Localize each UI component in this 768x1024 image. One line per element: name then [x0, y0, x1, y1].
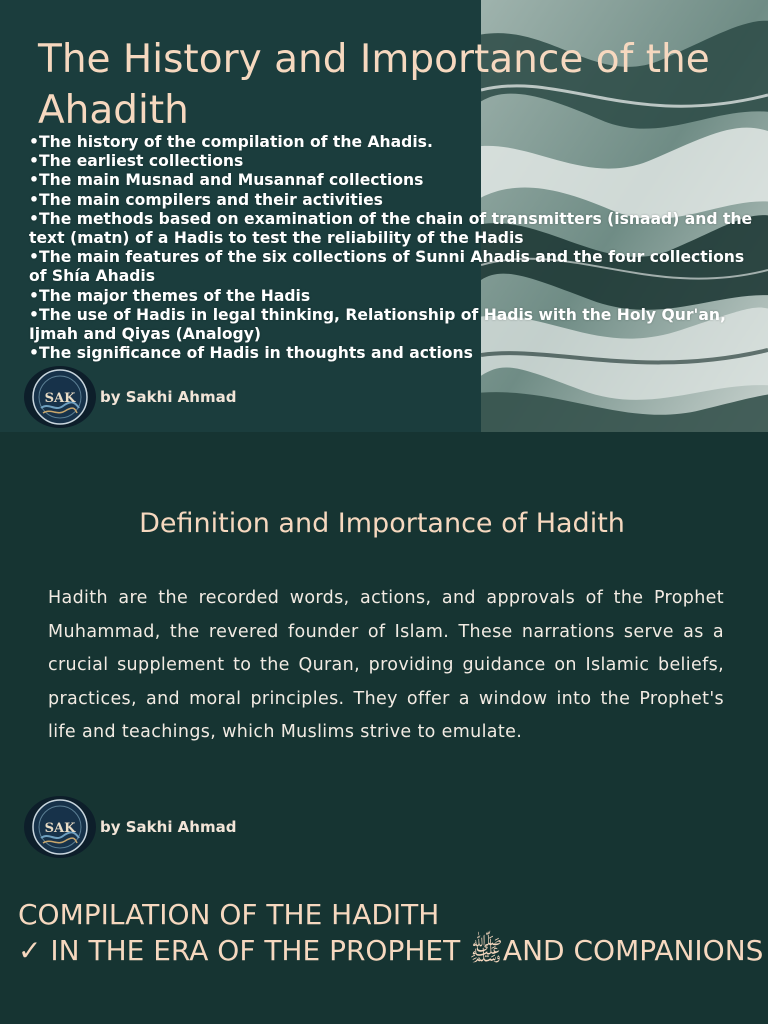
list-item: •The use of Hadis in legal thinking, Relationship of Hadis with the Holy Qur'an, Ijmah and Qiyas (Analogy): [29, 305, 726, 344]
svg-text:SAK: SAK: [44, 821, 76, 836]
svg-text:SAK: SAK: [44, 391, 76, 406]
presentation-title: The History and Importance of the Ahadith: [38, 37, 710, 133]
author-name: by Sakhi Ahmad: [100, 388, 237, 406]
list-item: •The history of the compilation of the Ahadis.: [29, 133, 433, 151]
author-name: by Sakhi Ahmad: [100, 818, 237, 836]
list-item: •The earliest collections: [29, 152, 244, 171]
list-item: •The main Musnad and Musannaf collections: [29, 171, 424, 190]
title-slide: [0, 0, 768, 432]
section-heading: Definition and Importance of Hadith: [139, 508, 625, 539]
era-subheading: ✓ IN THE ERA OF THE PROPHET ﷺAND COMPANIONS: [18, 934, 764, 967]
list-item: •The major themes of the Hadis: [29, 286, 311, 305]
compilation-heading: [18, 897, 768, 969]
list-item: •The significance of Hadis in thoughts and actions: [29, 344, 473, 363]
avatar: [24, 366, 96, 428]
cut-off-text-line: [95, 1014, 555, 1024]
avatar: [24, 796, 96, 858]
list-item: •The methods based on examination of the chain of transmitters (isnaad) and the text (matn) of a Hadis to test the reliability of the Hadis: [29, 209, 753, 248]
compilation-title: COMPILATION OF THE HADITH: [18, 898, 440, 931]
author-byline: [24, 796, 236, 858]
author-byline: [24, 366, 236, 428]
list-item: •The main features of the six collections of Sunni Ahadis and the four collections of Shía Ahadis: [29, 248, 745, 286]
definition-paragraph: Hadith are the recorded words, actions, and approvals of the Prophet Muhammad, the revered founder of Islam. These narrations serve as a crucial supplement to the Quran, providing guidance on Islamic beliefs, practices, and moral principles. They offer a window into the Prophet's life and teachings, which Muslims strive to emulate.: [48, 588, 724, 743]
topic-list: [29, 133, 759, 363]
logo-icon: [31, 798, 89, 856]
logo-icon: [31, 368, 89, 426]
list-item: •The main compilers and their activities: [29, 190, 383, 209]
